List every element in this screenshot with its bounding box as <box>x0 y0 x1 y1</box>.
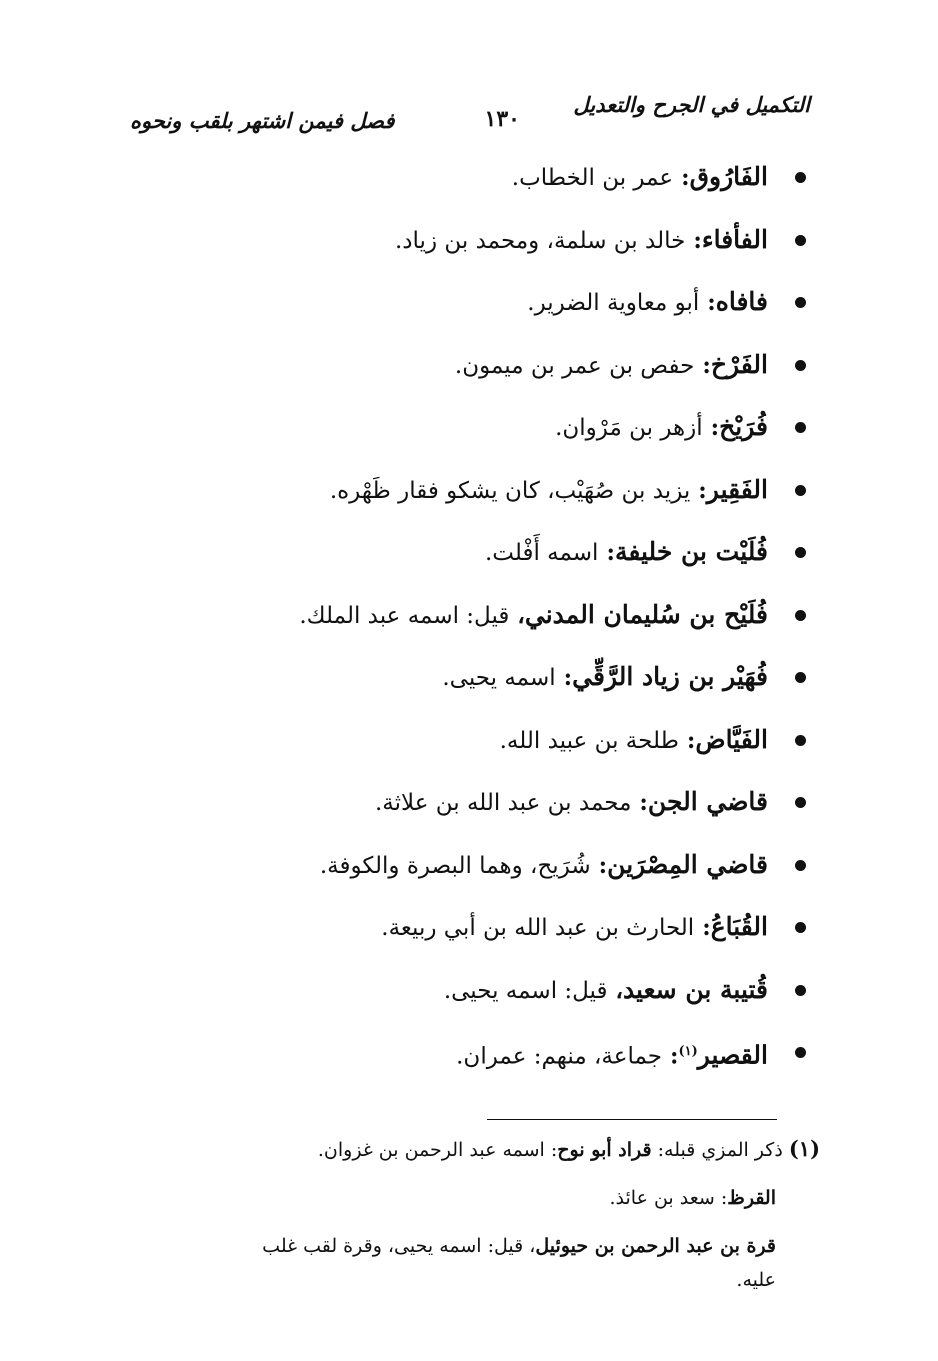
entry-nickname: القُبَاعُ <box>710 912 768 941</box>
entry-nickname: الفَارُوق <box>689 162 768 191</box>
bullet-icon <box>795 360 806 371</box>
list-item: فُهَيْر بن زياد الرَّقِّي: اسمه يحيى. <box>250 652 810 715</box>
list-item: القصير$^{(١)}$: جماعة، منهم: عمران. <box>250 1027 810 1090</box>
list-item: الفَقِير: يزيد بن صُهَيْب، كان يشكو فقار ظَهْره. <box>250 465 810 528</box>
entry-nickname: فُلَيْح بن سُليمان المدني <box>524 599 768 629</box>
section-title: فصل فيمن اشتهر بلقب ونحوه <box>130 108 395 133</box>
list-item: قاضي الجن: محمد بن عبد الله بن علاثة. <box>250 777 810 840</box>
entry-text: حفص بن عمر بن ميمون. <box>454 352 695 379</box>
entry-text: عمر بن الخطاب. <box>511 165 674 191</box>
entry-text: طلحة بن عبيد الله. <box>499 727 679 754</box>
footnote-name-1: قراد أبو نوح <box>557 1139 652 1161</box>
list-item: قاضي المِصْرَين: شُرَيح، وهما البصرة والكوفة. <box>250 840 810 903</box>
entry-nickname: فُهَيْر بن زياد الرَّقِّي <box>572 662 768 691</box>
entry-nickname: الفَقِير <box>706 474 768 504</box>
entry-nickname: فُلَيْت بن خليفة <box>614 537 768 566</box>
bullet-icon <box>795 297 806 308</box>
entry-nickname: الفَيَّاض <box>695 724 768 754</box>
list-item: فافاه: أبو معاوية الضرير. <box>250 277 810 340</box>
list-item: فُرَيْخ: أزهر بن مَرْوان. <box>250 402 810 465</box>
footnotes <box>220 1132 820 1297</box>
entry-nickname: فافاه <box>715 287 768 316</box>
bullet-icon <box>795 547 806 558</box>
bullet-icon <box>795 735 806 746</box>
entry-text: الحارث بن عبد الله بن أبي ربيعة. <box>381 915 695 941</box>
footnote-line-3: قرة بن عبد الرحمن بن حيوئيل، قيل: اسمه يحيى، وقرة لقب غلب عليه. <box>262 1235 776 1291</box>
list-item: الفَرْخ: حفص بن عمر بن ميمون. <box>250 340 810 403</box>
footnote-name-3: قرة بن عبد الرحمن بن حيوئيل <box>535 1235 776 1257</box>
footnote-number: (١) <box>788 1136 820 1161</box>
entry-text: قيل: اسمه عبد الملك. <box>299 602 510 629</box>
entry-nickname: فُرَيْخ <box>719 412 768 441</box>
entry-text: أبو معاوية الضرير. <box>527 290 700 316</box>
bullet-icon <box>795 985 806 996</box>
entry-text: جماعة، منهم: عمران. <box>456 1043 662 1070</box>
bullet-icon <box>795 1047 806 1058</box>
footnote-line-2: القرظ: سعد بن عائذ. <box>609 1187 776 1209</box>
bullet-icon <box>795 860 806 871</box>
list-item: القُبَاعُ: الحارث بن عبد الله بن أبي ربيعة. <box>250 902 810 965</box>
footnote-text-2: سعد بن عائذ. <box>609 1187 715 1209</box>
bullet-icon <box>795 797 806 808</box>
entry-text: خالد بن سلمة، ومحمد بن زياد. <box>395 227 686 254</box>
footnote-intro: ذكر المزي قبله: <box>657 1139 783 1161</box>
entry-list <box>250 152 810 1090</box>
entry-nickname: الفَرْخ <box>710 349 768 379</box>
list-item: الفَارُوق: عمر بن الخطاب. <box>250 152 810 215</box>
footnote-1: (١) ذكر المزي قبله: قراد أبو نوح: اسمه عبد الرحمن بن غزوان. <box>317 1136 820 1161</box>
entry-text: محمد بن عبد الله بن علاثة. <box>374 790 632 816</box>
entry-text: اسمه يحيى. <box>442 665 556 691</box>
entry-text: يزيد بن صُهَيْب، كان يشكو فقار ظَهْره. <box>329 477 691 504</box>
footnote-text-3: قيل: اسمه يحيى، وقرة لقب غلب عليه. <box>262 1235 776 1291</box>
bullet-icon <box>795 422 806 433</box>
bullet-icon <box>795 672 806 683</box>
list-item: الفأفاء: خالد بن سلمة، ومحمد بن زياد. <box>250 215 810 278</box>
entry-nickname: قُتيبة بن سعيد <box>622 974 768 1004</box>
footnote-marker[interactable]: (١) <box>678 1044 698 1059</box>
running-header <box>130 92 810 148</box>
page-number: ١٣٠ <box>484 106 520 132</box>
entry-nickname: الفأفاء <box>701 224 768 254</box>
list-item: الفَيَّاض: طلحة بن عبيد الله. <box>250 715 810 778</box>
entry-text: شُرَيح، وهما البصرة والكوفة. <box>319 852 591 879</box>
bullet-icon <box>795 922 806 933</box>
entry-text: قيل: اسمه يحيى. <box>443 977 608 1004</box>
bullet-icon <box>795 172 806 183</box>
entry-text: أزهر بن مَرْوان. <box>555 415 703 441</box>
bullet-icon <box>795 235 806 246</box>
entry-nickname: القصير <box>697 1040 768 1070</box>
list-item: قُتيبة بن سعيد، قيل: اسمه يحيى. <box>250 965 810 1028</box>
entry-text: اسمه أَفْلت. <box>484 540 599 566</box>
entry-nickname: قاضي المِصْرَين <box>607 849 768 879</box>
list-item: فُلَيْح بن سُليمان المدني، قيل: اسمه عبد الملك. <box>250 590 810 653</box>
list-item: فُلَيْت بن خليفة: اسمه أَفْلت. <box>250 527 810 590</box>
bullet-icon <box>795 610 806 621</box>
footnote-name-2: القرظ <box>727 1187 776 1209</box>
book-title: التكميل في الجرح والتعديل <box>573 92 810 117</box>
bullet-icon <box>795 485 806 496</box>
footnote-text-1: اسمه عبد الرحمن بن غزوان. <box>317 1139 545 1161</box>
footnote-divider <box>487 1119 777 1120</box>
entry-nickname: قاضي الجن <box>647 787 768 816</box>
